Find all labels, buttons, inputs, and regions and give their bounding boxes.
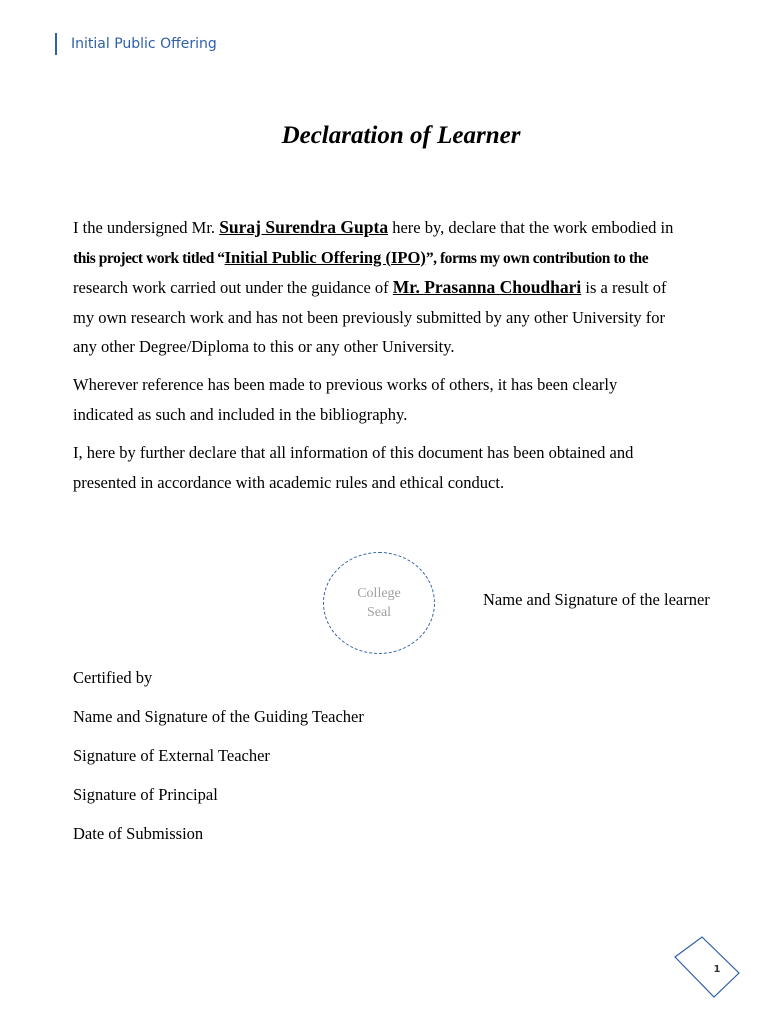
- date-of-submission-label: Date of Submission: [73, 824, 204, 843]
- learner-name: Suraj Surendra Gupta: [219, 217, 389, 237]
- declaration-line-1: I the undersigned Mr. Suraj Surendra Gupta here by, declare that the work embodied in: [73, 217, 674, 237]
- declaration-line-2: this project work titled “Initial Public Offering (IPO)”, forms my own contribution to the: [73, 247, 649, 267]
- declaration-line-3: research work carried out under the guidance of Mr. Prasanna Choudhari is a result of: [73, 277, 667, 297]
- seal-label-line-2: Seal: [366, 605, 392, 620]
- external-teacher-signature-label: Signature of External Teacher: [73, 746, 270, 765]
- reference-line-2: indicated as such and included in the bibliography.: [73, 404, 408, 424]
- page-number: 1: [713, 964, 721, 975]
- further-line-2: presented in accordance with academic rules and ethical conduct.: [73, 472, 505, 492]
- seal-label-line-1: College: [357, 586, 401, 601]
- college-seal: [323, 552, 435, 654]
- declaration-paragraph: [73, 213, 733, 362]
- principal-signature-label: Signature of Principal: [73, 785, 218, 804]
- certified-by-label: Certified by: [73, 668, 153, 687]
- guiding-teacher-signature-label: Name and Signature of the Guiding Teacher: [73, 707, 364, 726]
- running-header: [55, 33, 217, 55]
- page-title: Declaration of Learner: [281, 122, 521, 149]
- further-declaration-paragraph: [73, 438, 733, 497]
- project-title: Initial Public Offering (IPO): [224, 247, 426, 267]
- guide-name: Mr. Prasanna Choudhari: [392, 277, 582, 297]
- further-line-1: I, here by further declare that all information of this document has been obtained and: [73, 443, 634, 462]
- reference-paragraph: [73, 370, 733, 429]
- learner-signature-label: Name and Signature of the learner: [483, 590, 710, 609]
- reference-line-1: Wherever reference has been made to previous works of others, it has been clearly: [73, 375, 618, 394]
- declaration-line-5: any other Degree/Diploma to this or any other University.: [73, 337, 455, 356]
- running-header-title: Initial Public Offering: [71, 36, 217, 52]
- declaration-line-4: my own research work and has not been previously submitted by any other University for: [73, 307, 666, 327]
